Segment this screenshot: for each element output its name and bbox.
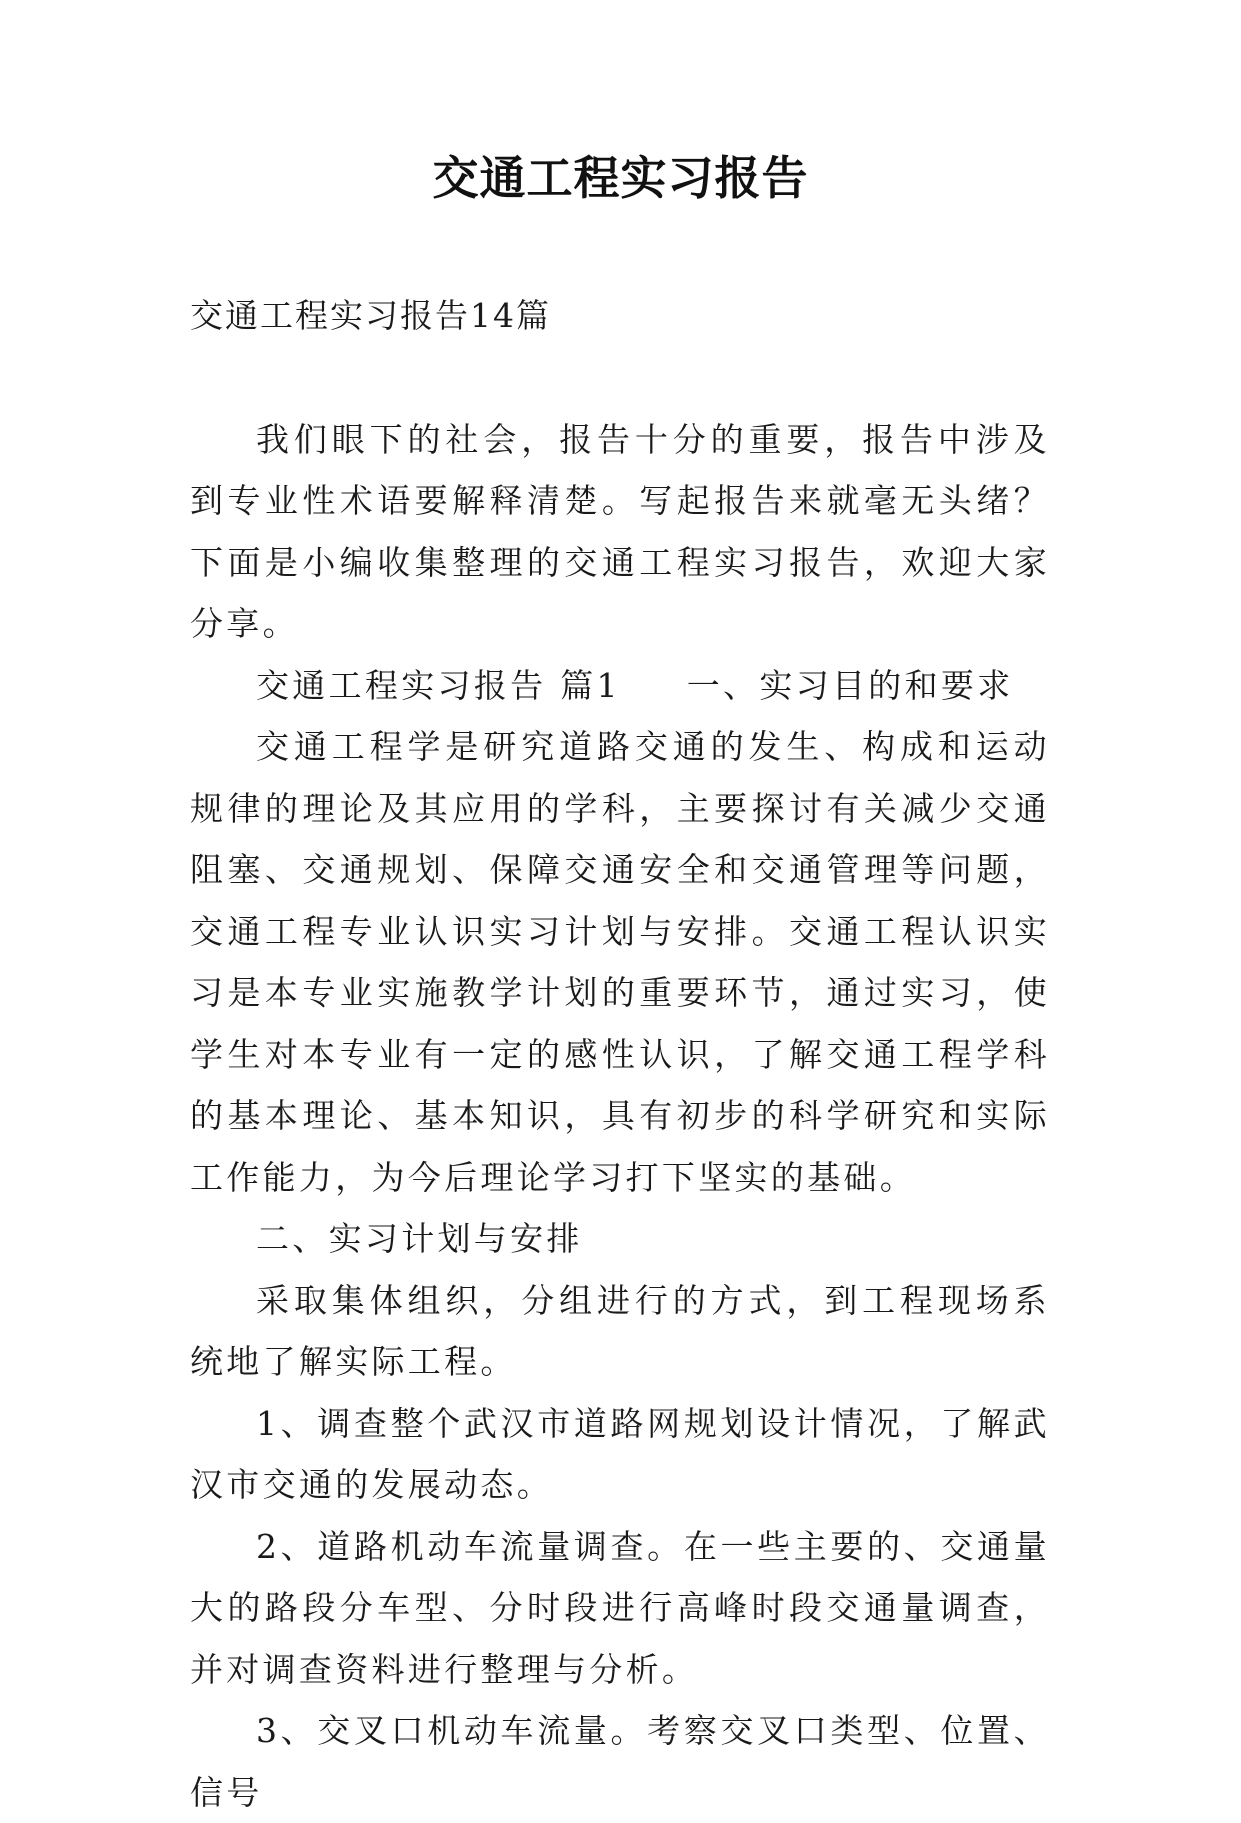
list-item-1: 1、调查整个武汉市道路网规划设计情况，了解武汉市交通的发展动态。 xyxy=(190,1403,1050,1504)
part-label: 交通工程实习报告 篇1 xyxy=(256,665,621,705)
section1-heading: 一、实习目的和要求 xyxy=(686,665,1014,705)
part-heading-line xyxy=(190,655,1050,717)
section2-heading: 二、实习计划与安排 xyxy=(256,1219,583,1258)
list-item-2: 2、道路机动车流量调查。在一些主要的、交通量大的路段分车型、分时段进行高峰时段交通量调查，并对调查资料进行整理与分析。 xyxy=(190,1526,1050,1689)
intro-paragraph: 我们眼下的社会，报告十分的重要，报告中涉及到专业性术语要解释清楚。写起报告来就毫无头绪？下面是小编收集整理的交通工程实习报告，欢迎大家分享。 xyxy=(190,419,1050,643)
list-item-3: 3、交叉口机动车流量。考察交叉口类型、位置、信号 xyxy=(190,1711,1050,1812)
section2-paragraph: 采取集体组织，分组进行的方式，到工程现场系统地了解实际工程。 xyxy=(190,1280,1050,1381)
document-title: 交通工程实习报告 xyxy=(432,151,809,205)
section1-paragraph: 交通工程学是研究道路交通的发生、构成和运动规律的理论及其应用的学科，主要探讨有关减少交通阻塞、交通规划、保障交通安全和交通管理等问题，交通工程专业认识实习计划与安排。交通工程认识实习是本专业实施教学计划的重要环节，通过实习，使学生对本专业有一定的感性认识，了解交通工程学科的基本理论、基本知识，具有初步的科学研究和实际工作能力，为今后理论学习打下坚实的基础。 xyxy=(190,727,1050,1197)
document-body xyxy=(190,285,1050,1823)
document-subtitle: 交通工程实习报告14篇 xyxy=(190,296,551,335)
